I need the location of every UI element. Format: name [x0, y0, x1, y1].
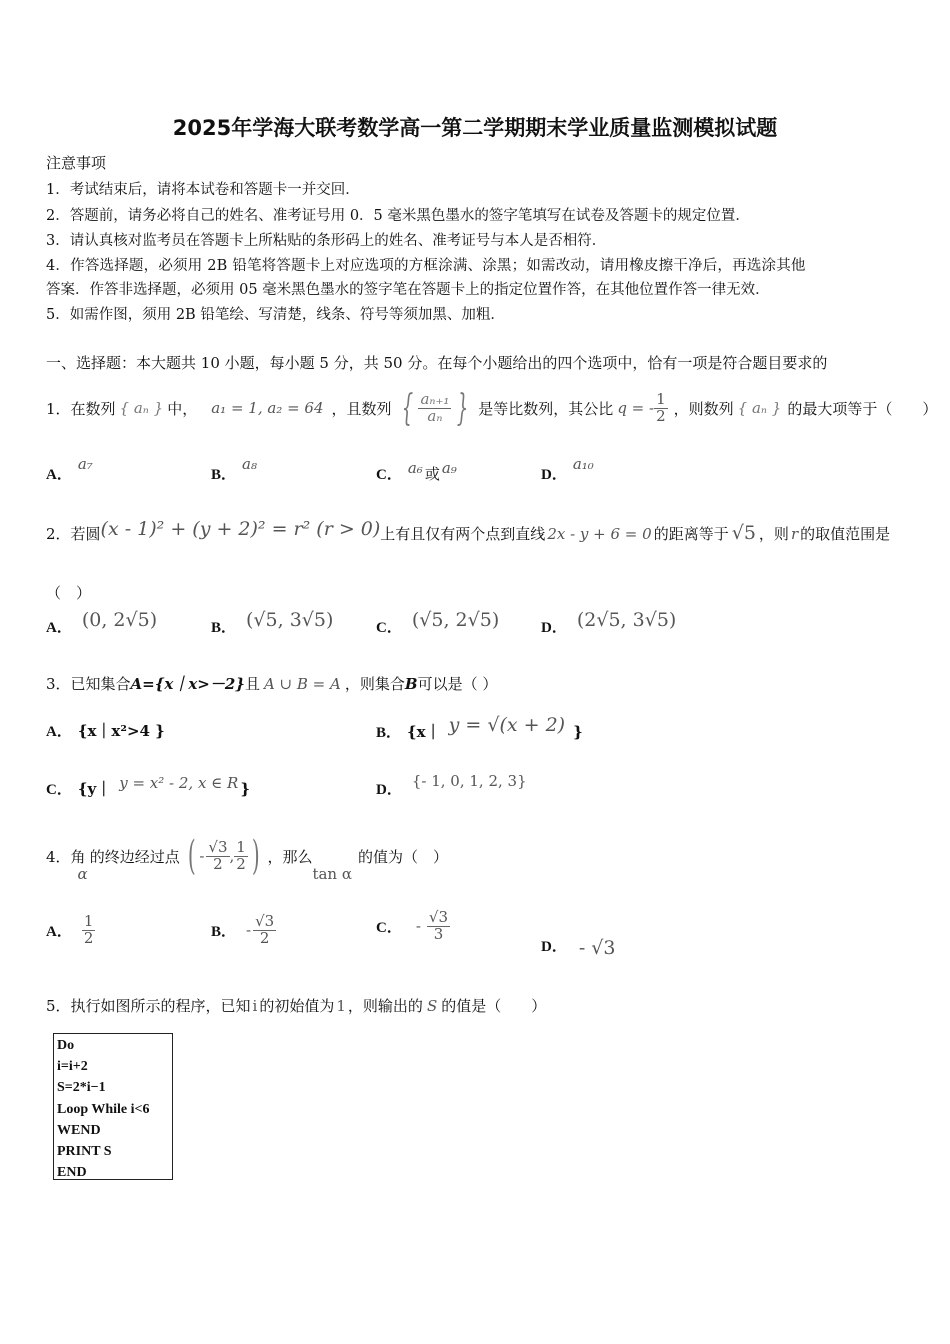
q1-option-a[interactable]: A．a₇ [46, 455, 93, 483]
q4-text-1: 的终边经过点 [89, 847, 180, 866]
q4-number: 4．角 [46, 847, 86, 866]
notice-item-4-cont: 答案．作答非选择题，必须用 05 毫米黑色墨水的签字笔在答题卡上的指定位置作答，在其他位置作答一律无效． [46, 282, 770, 298]
q1-option-c[interactable]: C． a₆ 或 a₉ [376, 459, 457, 483]
notice-item-1: 1．考试结束后，请将本试卷和答题卡一并交回． [46, 182, 360, 198]
q2-text-4: 的取值范围是 [800, 525, 891, 543]
q2-line-eq: 2x - y + 6 = 0 [547, 525, 652, 543]
code-line: S=2*i−1 [57, 1080, 106, 1096]
q3-number: 3．已知集合 [46, 675, 131, 693]
q5-number: 5．执行如图所示的程序，已知 [46, 997, 251, 1015]
q2-distance: √5 [731, 522, 756, 544]
q2-paren: （ ） [46, 584, 92, 602]
notice-item-2: 2．答题前，请务必将自己的姓名、准考证号用 0．5 毫米黑色墨水的签字笔填写在试卷及答题卡的规定位置． [46, 208, 750, 224]
notice-heading: 注意事项 [46, 154, 107, 172]
q1-seq-2: { aₙ } [737, 399, 782, 417]
code-line: i=i+2 [57, 1059, 88, 1075]
q5-text-1: 的初始值为 [259, 997, 335, 1015]
notice-item-5: 5．如需作图，须用 2B 铅笔绘、写清楚，线条、符号等须加黑、加粗． [46, 307, 505, 323]
q2-text-3: ，则 [758, 525, 789, 543]
q2-r: r [790, 525, 799, 543]
q3-text-2: ，则集合 [344, 675, 405, 693]
q1-text-2: ，且数列 [331, 399, 392, 418]
question-1 [46, 383, 937, 433]
q1-option-b[interactable]: B．a₈ [211, 455, 257, 483]
q3-option-b[interactable]: B． {x｜ y = √(x + 2) } [376, 714, 583, 741]
q2-circle-eq: (x - 1)² + (y + 2)² = r² (r > 0) [100, 518, 381, 540]
q4-option-d[interactable]: D． - √3 [541, 937, 616, 959]
q4-tan: tan α [312, 865, 352, 883]
section-heading: 一、选择题：本大题共 10 小题，每小题 5 分，共 50 分。在每个小题给出的四个选项中，恰有一项是符合题目要求的 [46, 354, 828, 372]
q1-text-1: 中， [167, 399, 198, 418]
q4-text-2: ，那么 [267, 847, 313, 866]
q2-option-d[interactable]: D． (2√5, 3√5) [541, 609, 677, 636]
q4-option-c[interactable]: C． - $\frac{√3}{3}$ [376, 908, 449, 943]
notice-item-4: 4．作答选择题，必须用 2B 铅笔将答题卡上对应选项的方框涂满、涂黑；如需改动，请用橡皮擦干净后，再选涂其他 [46, 258, 806, 274]
q5-s: S [426, 997, 438, 1015]
q2-text-2: 的距离等于 [653, 525, 729, 543]
q1-option-d[interactable]: D．a₁₀ [541, 455, 594, 483]
q3-text-1: 且 [244, 675, 260, 693]
q3-union: A ∪ B = A [263, 675, 341, 693]
q4-option-a[interactable]: A． $\frac{1}{2}$ [46, 912, 94, 947]
q1-text-4: ，则数列 [673, 399, 734, 418]
q4-text-3: 的值为（ ） [357, 847, 448, 866]
q1-frac-seq: { $\frac{\text{aₙ₊₁}}{\text{aₙ}}$ } [401, 387, 469, 429]
page-title: 2025年学海大联考数学高一第二学期期末学业质量监测模拟试题 [172, 116, 778, 140]
q3-text-3: 可以是（ ） [417, 675, 498, 693]
q3-option-c[interactable]: C． {y｜ y = x² - 2, x ∈ R } [46, 774, 251, 798]
q2-number: 2．若圆 [46, 525, 101, 543]
q1-text-5: 的最大项等于（ ） [787, 399, 938, 418]
q3-b: B [404, 675, 418, 693]
q5-i: i [252, 997, 258, 1015]
q1-seq: { aₙ } [119, 399, 164, 417]
q1-condition: a₁ = 1, a₂ = 64 [211, 399, 324, 417]
code-line: Loop While i<6 [57, 1101, 150, 1117]
program-code-box [53, 1033, 173, 1180]
question-3 [46, 673, 497, 694]
q4-point: ( - $\frac{√3}{2}$ , $\frac{1}{2}$ ) [187, 833, 260, 879]
code-line: Do [57, 1038, 75, 1053]
q5-one: 1 [336, 997, 346, 1015]
q2-option-b[interactable]: B． (√5, 3√5) [211, 609, 334, 636]
q3-option-a[interactable]: A． {x｜x²>4 } [46, 722, 165, 740]
q3-set-a: A={x｜x>－2} [130, 675, 245, 693]
notice-item-3: 3．请认真核对监考员在答题卡上所粘贴的条形码上的姓名、准考证号与本人是否相符． [46, 233, 607, 249]
q1-text-3: 是等比数列，其公比 [478, 399, 614, 418]
q4-option-b[interactable]: B． - $\frac{√3}{2}$ [211, 912, 275, 947]
code-line: END [57, 1165, 87, 1181]
q2-text-1: 上有且仅有两个点到直线 [380, 525, 546, 543]
q1-ratio: q = - [617, 399, 655, 417]
question-4 [46, 826, 448, 886]
code-line: PRINT S [57, 1144, 112, 1160]
q2-option-a[interactable]: A． (0, 2√5) [46, 609, 158, 636]
q4-alpha: α [77, 865, 88, 883]
code-line: WEND [57, 1122, 101, 1138]
q5-text-2: ，则输出的 [347, 997, 423, 1015]
question-5 [46, 995, 546, 1016]
q2-option-c[interactable]: C． (√5, 2√5) [376, 609, 500, 636]
q1-ratio-frac: $\frac{1}{2}$ [656, 389, 666, 425]
q3-option-d[interactable]: D． {- 1, 0, 1, 2, 3} [376, 772, 527, 798]
q1-number: 1．在数列 [46, 399, 116, 418]
q5-text-3: 的值是（ ） [441, 997, 547, 1015]
question-2 [46, 518, 891, 544]
